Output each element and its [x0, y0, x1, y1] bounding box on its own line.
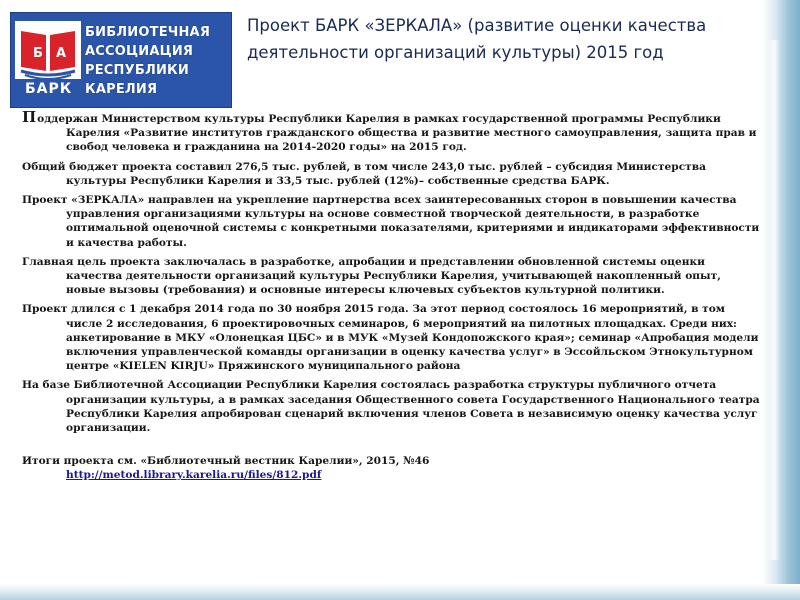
paragraph-report-structure: На базе Библиотечной Ассоциации Республики Карелия состоялась разработка структуры публичного отчета организации культуры, а в рамках заседания Общественного совета Государственного Национального театра Республики Карелия апробирован сценарий включения членов Совета в независимую оценку качества услуг организации.: [22, 379, 760, 435]
paragraph-text: оддержан Министерством культуры Республики Карелия в рамках государственной программы Республики Карелия «Развитие институтов гражданского общества и развитие местного самоуправления, защита прав и свобод человека и гражданина на 2014-2020 годы» на 2015 год.: [37, 113, 757, 154]
decorative-glow: [768, 40, 780, 560]
paragraph-partnership: Проект «ЗЕРКАЛА» направлен на укрепление партнерства всех заинтересованных сторон в повышении качества управления организациями культуры на основе совместной творческой деятельности, в разработке оптимальной оценочной системы с конкретными показателями, критериями и индикаторами эффективности и качества работы.: [22, 194, 760, 249]
paragraph-main-goal: Главная цель проекта заключалась в разработке, апробации и представлении обновленной системы оценки качества деятельности организаций культуры Республики Карелия, учитывающей накопленный опыт, новые вызовы (требования) и основные интересы ключевых субъектов культурной политики.: [22, 255, 721, 297]
bark-logo: [10, 12, 232, 108]
logo-line: КАРЕЛИЯ: [85, 82, 158, 97]
results-text: Итоги проекта см. «Библиотечный вестник Карелии», 2015, №46: [22, 455, 430, 468]
logo-name: [85, 23, 231, 99]
paragraph-budget: Общий бюджет проекта составил 276,5 тыс. рублей, в том числе 243,0 тыс. рублей – субсидия Министерства культуры Республики Карелия и 33,5 тыс. рублей (12%)– собственные средства БАРК.: [22, 160, 706, 187]
decorative-bottom-band: [0, 584, 800, 600]
logo-line: РЕСПУБЛИКИ: [85, 63, 189, 78]
paragraph-results: [22, 454, 762, 482]
logo-line: АССОЦИАЦИЯ: [85, 44, 194, 59]
decorative-right-band: [762, 0, 800, 600]
spacer: [22, 440, 762, 454]
drop-letter: П: [22, 108, 37, 126]
logo-book-letter-1: Б: [33, 46, 43, 61]
book-emblem-icon: [15, 21, 81, 79]
logo-line: БИБЛИОТЕЧНАЯ: [85, 25, 211, 40]
paragraph-support: [22, 110, 762, 155]
results-link[interactable]: http://metod.library.karelia.ru/files/812.pdf: [66, 469, 322, 482]
page-title: Проект БАРК «ЗЕРКАЛА» (развитие оценки качества деятельности организаций культуры) 2015 год: [247, 16, 707, 62]
logo-abbreviation: БАРК: [25, 81, 73, 97]
article-body: [22, 110, 762, 488]
paragraph-duration: Проект длился с 1 декабря 2014 года по 30 ноября 2015 года. За этот период состоялось 16 мероприятий, в том числе 2 исследования, 6 проектировочных семинаров, 6 мероприятий на пилотных площадках. Среди них: анкетирование в МКУ «Олонецкая ЦБС» и в МУК «Музей Кондопожского края»; семинар «Апробация модели включения управленческой команды организации в оценку качества услуг» в Эссойльском Этнокультурном центре «KIELEN KIRJU» Пряжинского муниципального района: [22, 303, 759, 373]
logo-book-letter-2: А: [56, 46, 67, 61]
